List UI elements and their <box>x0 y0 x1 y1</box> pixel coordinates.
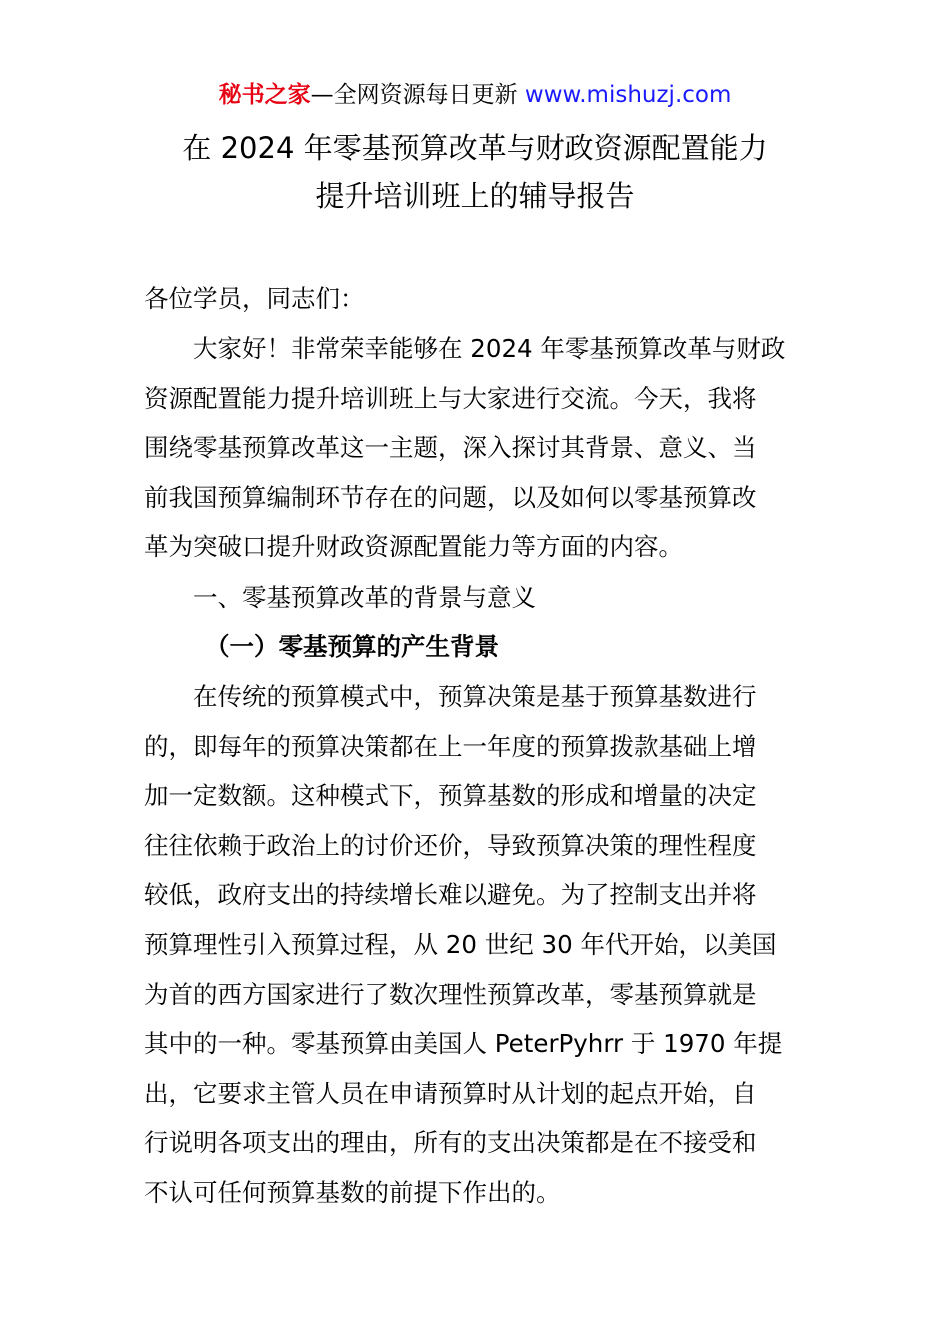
document-title-line-2: 提升培训班上的辅导报告 <box>315 179 635 213</box>
paragraph-line: 革为突破口提升财政资源配置能力等方面的内容。 <box>144 532 683 562</box>
section-heading <box>144 573 814 623</box>
paragraph-intro <box>144 324 814 572</box>
paragraph-line: 资源配置能力提升培训班上与大家进行交流。今天，我将 <box>144 383 757 413</box>
paragraph-line: 围绕零基预算改革这一主题，深入探讨其背景、意义、当 <box>144 433 757 463</box>
section-heading-text: 一、零基预算改革的背景与意义 <box>193 583 536 612</box>
paragraph-line: 其中的一种。零基预算由美国人 PeterPyhrr 于 1970 年提 <box>144 1029 783 1059</box>
paragraph-line: 预算理性引入预算过程，从 20 世纪 30 年代开始，以美国 <box>144 929 777 959</box>
subsection-heading <box>144 622 814 672</box>
paragraph-line: 加一定数额。这种模式下，预算基数的形成和增量的决定 <box>144 781 757 811</box>
paragraph-line: 为首的西方国家进行了数次理性预算改革，零基预算就是 <box>144 979 757 1009</box>
paragraph-line: 前我国预算编制环节存在的问题，以及如何以零基预算改 <box>144 482 757 512</box>
site-header <box>0 78 950 112</box>
paragraph-line: 大家好！非常荣幸能够在 2024 年零基预算改革与财政 <box>193 334 786 363</box>
subsection-heading-text: （一）零基预算的产生背景 <box>205 632 499 661</box>
paragraph-line: 往往依赖于政治上的讨价还价，导致预算决策的理性程度 <box>144 830 757 860</box>
paragraph-line: 较低，政府支出的持续增长难以避免。为了控制支出并将 <box>144 880 757 910</box>
paragraph-line: 行说明各项支出的理由，所有的支出决策都是在不接受和 <box>144 1128 757 1158</box>
document-title-line-1: 在 2024 年零基预算改革与财政资源配置能力 <box>182 131 768 165</box>
paragraph-line: 不认可任何预算基数的前提下作出的。 <box>144 1177 561 1207</box>
paragraph-line: 出，它要求主管人员在申请预算时从计划的起点开始，自 <box>144 1078 757 1108</box>
site-url-link[interactable]: www.mishuzj.com <box>524 82 732 108</box>
salutation: 各位学员，同志们： <box>144 284 365 313</box>
paragraph-background <box>144 672 814 1218</box>
paragraph-line: 的，即每年的预算决策都在上一年度的预算拨款基础上增 <box>144 731 757 761</box>
site-slogan: —全网资源每日更新 <box>310 82 525 108</box>
paragraph-line: 在传统的预算模式中，预算决策是基于预算基数进行 <box>193 682 757 711</box>
site-brand: 秘书之家 <box>218 82 311 108</box>
